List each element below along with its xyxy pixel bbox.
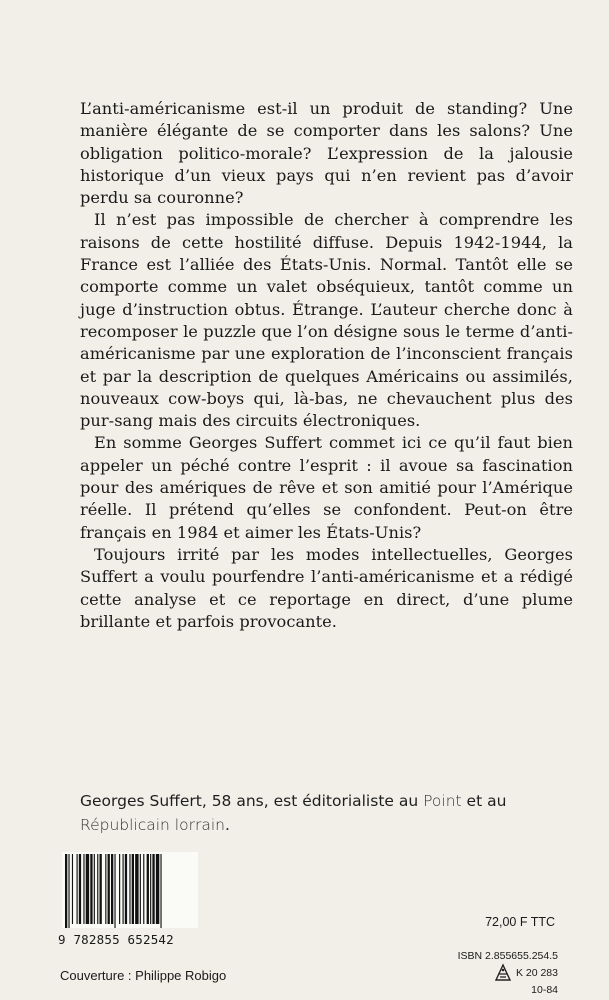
barcode-icon (62, 852, 198, 928)
publication-name-republicain: Républicain lorrain (80, 815, 225, 834)
blurb-text (80, 98, 573, 633)
isbn-code-row (458, 962, 558, 984)
blurb-paragraph-2: Il n’est pas impossible de chercher à comprendre les raisons de cette hostilité diffuse. Depuis 1942-1944, la France est l’alliée des États-Unis. Normal. Tantôt elle se comporte comme un valet obséquieux, tantôt comme un juge d’instruction obtus. Étrange. L’auteur cherche donc à recomposer le puzzle que l’on désigne sous le terme d’anti-américanisme par une exploration de l’inconscient français et par la description de quelques Américains ou assimilés, nouveaux cow-boys qui, là-bas, ne chevauchent plus des pur-sang mais des circuits électroniques. (80, 210, 573, 431)
isbn-number: ISBN 2.855655.254.5 (457, 950, 558, 962)
publisher-logo-icon (494, 962, 512, 984)
isbn-code: K 20 283 (515, 967, 558, 979)
publication-name-point: Point (423, 792, 462, 810)
blurb-paragraph-1: L’anti-américanisme est-il un produit de standing? Une manière élégante de se comporter dans les salons? Une obligation politico-morale? L’expression de la jalousie historique d’un vieux pays qui n’en revient pas d’avoir perdu sa couronne? (80, 99, 573, 208)
blurb-paragraph-4: Toujours irrité par les modes intellectuelles, Georges Suffert a voulu pourfendre l’anti-américanisme et a rédigé cette analyse et ce reportage en direct, d’une plume brillante et parfois provocante. (80, 544, 573, 631)
barcode-number: 9 782855 652542 (58, 932, 174, 947)
isbn-date: 10-84 (531, 984, 558, 996)
cover-credit: Couverture : Philippe Robigo (60, 968, 227, 983)
isbn-block (458, 950, 558, 996)
author-note-part-3: et au (461, 792, 507, 810)
author-note-part-5: . (224, 815, 230, 834)
author-note (80, 790, 573, 837)
author-note-part-1: Georges Suffert, 58 ans, est éditorialiste au (80, 792, 424, 810)
price-label: 72,00 F TTC (485, 915, 555, 929)
blurb-paragraph-3: En somme Georges Suffert commet ici ce qu’il faut bien appeler un péché contre l’esprit : il avoue sa fascination pour des amériques de rêve et son amitié pour l’Amérique réelle. Il prétend qu’elles se confondent. Peut-on être français en 1984 et aimer les États-Unis? (80, 433, 573, 542)
